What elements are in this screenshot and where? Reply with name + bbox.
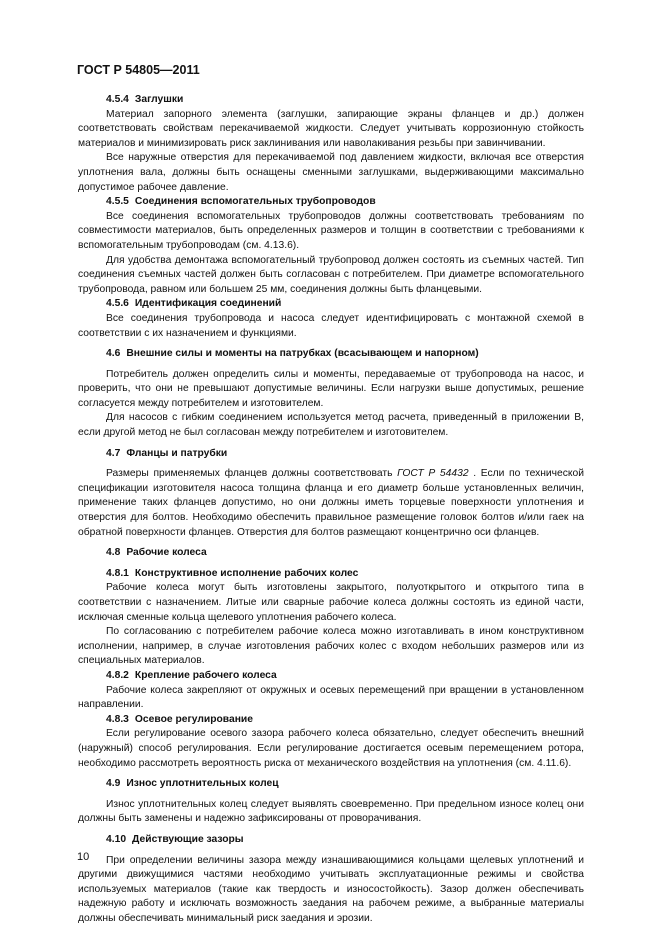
section-number: 4.10 [106,833,127,845]
section-title: Идентификация соединений [134,298,282,310]
paragraph-text: Размеры применяемых фланцев должны соответствовать [106,468,398,480]
section-heading-4-8-3 [78,713,584,728]
section-number: 4.7 [106,447,121,459]
section-heading-4-7 [78,447,584,462]
document-header: ГОСТ Р 54805—2011 [77,63,200,77]
section-number: 4.8.2 [106,669,129,681]
section-number: 4.8.3 [106,713,129,725]
section-heading-4-5-6 [78,297,584,312]
standard-reference-link[interactable]: ГОСТ Р 54432 [397,468,469,480]
document-body [78,93,584,926]
section-number: 4.5.4 [106,94,129,105]
section-title: Соединения вспомогательных трубопроводов [134,196,376,208]
section-number: 4.5.6 [106,298,129,310]
section-title: Осевое регулирование [134,713,253,725]
paragraph: Износ уплотнительных колец следует выявлять своевременно. При предельном износе колец они должны быть заменены и надежно зафиксированы от проворачивания. [78,798,584,825]
paragraph: По согласованию с потребителем рабочие колеса можно изготавливать в ином конструктивном исполнении, например, в случае изготовления рабочих колес с входом небольших размеров или из специальных материалов. [78,626,584,667]
page-number: 10 [77,851,90,863]
section-heading-4-5-5 [78,195,584,210]
section-title: Износ уплотнительных колец [126,778,279,790]
paragraph: Все наружные отверстия для перекачиваемой под давлением жидкости, включая все отверстия уплотнения вала, должны быть оснащены сменными заглушками, выдерживающими максимально допустимое рабочее давление. [78,152,584,193]
paragraph: Материал запорного элемента (заглушки, запирающие экраны фланцев и др.) должен соответствовать свойствам перекачиваемой жидкости. Следует учитывать коррозионную стойкость материалов и минимизировать риск заклинивания или наволакивания резьбы при завинчивании. [78,108,584,149]
section-title: Фланцы и патрубки [126,447,228,459]
section-number: 4.8.1 [106,567,129,579]
paragraph: Рабочие колеса закрепляют от окружных и осевых перемещений при вращении в установленном направлении. [78,684,584,711]
section-title: Заглушки [134,94,184,105]
paragraph: Потребитель должен определить силы и моменты, передаваемые от трубопровода на насос, и проверить, что они не превышают допустимые величины. Если нагрузки выше допустимых, решение согласуется между потребителем и изготовителем. [78,368,584,409]
section-title: Крепление рабочего колеса [134,669,277,681]
paragraph: Для удобства демонтажа вспомогательный трубопровод должен состоять из съемных частей. Тип соединения съемных частей должен быть согласован с потребителем. При диаметре вспомогательного трубопровода, равном или большем 25 мм, соединения должны быть фланцевыми. [78,254,584,295]
section-heading-4-8-2 [78,669,584,684]
section-heading-4-9 [78,777,584,792]
paragraph: Все соединения вспомогательных трубопроводов должны соответствовать требованиям по совместимости материалов, быть определенных размеров и толщин в соответствии с требованиями к вспомогательным трубопроводам (см. 4.13.6). [78,210,584,251]
paragraph-text: . Если по технической спецификации изготовителя насоса толщина фланца и его диаметр больше установленных величин, применение таких фланцев допустимо, но они должны иметь торцевые поверхности уплотнения и отверстия для болтов. Необходимо обеспечить правильное размещение головок болтов и/или гаек на обратной поверхности фланцев. Отверстия для болтов размещают концентрично оси фланцев. [78,468,585,538]
section-number: 4.6 [106,348,121,360]
section-title: Конструктивное исполнение рабочих колес [134,567,359,579]
paragraph: Если регулирование осевого зазора рабочего колеса обязательно, следует обеспечить внешний (наружный) способ регулирования. Если регулирование достигается осевым перемещением ротора, необходимо рассмотреть вероятность риска от механического воздействия на уплотнения (см. 4.11.6). [78,728,584,769]
paragraph: Для насосов с гибким соединением используется метод расчета, приведенный в приложении В, если другой метод не был согласован между потребителем и изготовителем. [78,412,584,439]
paragraph [78,467,584,540]
section-title: Рабочие колеса [126,547,207,559]
paragraph: Все соединения трубопровода и насоса следует идентифицировать с монтажной схемой в соответствии с их назначением и функциями. [78,312,584,339]
section-heading-4-8-1 [78,567,584,582]
section-number: 4.5.5 [106,196,129,208]
section-number: 4.9 [106,778,121,790]
paragraph: При определении величины зазора между изнашивающимися кольцами щелевых уплотнений и другими движущимися частями необходимо учитывать эксплуатационные режимы и свойства используемых материалов (такие как твердость и износостойкость). Зазор должен обеспечивать надежную работу и исключать возможность заедания на рабочем режиме, а выбранные материалы должны обеспечивать минимальный риск заедания и эрозии. [78,854,584,924]
section-heading-4-8 [78,546,584,561]
section-number: 4.8 [106,547,121,559]
paragraph: Рабочие колеса могут быть изготовлены закрытого, полуоткрытого и открытого типа в соответствии с назначением. Литые или сварные рабочие колеса должны состоять из единой части, исключая сменные кольца щелевого уплотнения рабочего колеса. [78,582,584,623]
section-heading-4-6 [78,347,584,362]
section-title: Действующие зазоры [132,833,244,845]
section-heading-4-10 [78,833,584,848]
section-title: Внешние силы и моменты на патрубках (всасывающем и напорном) [126,348,479,360]
section-heading-4-5-4 [78,93,584,108]
